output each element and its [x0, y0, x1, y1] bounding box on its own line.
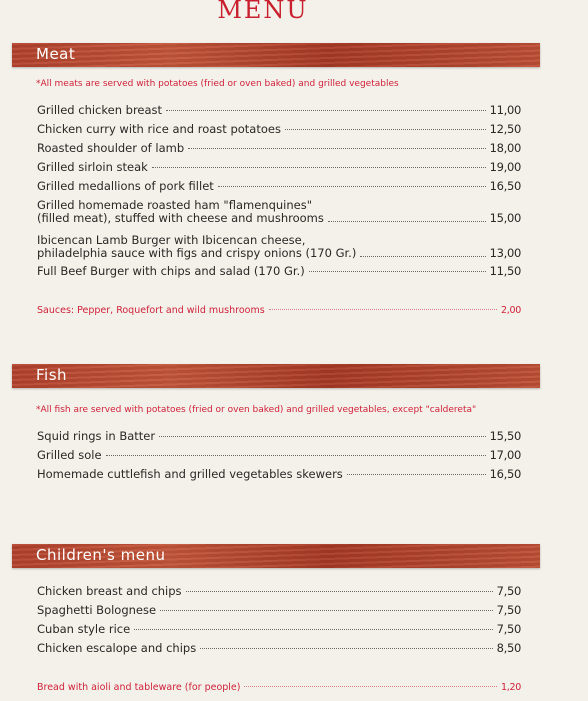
extra-name: Bread with aioli and tableware (for people)	[37, 682, 241, 693]
extra-price: 1,20	[501, 682, 521, 693]
menu-item	[37, 122, 521, 136]
leader-dots	[106, 455, 486, 456]
section-header-childrens-menu	[12, 544, 540, 568]
menu-item	[37, 234, 521, 260]
item-name: Chicken breast and chips	[37, 584, 182, 598]
leader-dots	[188, 148, 485, 149]
menu-title: MENU	[217, 0, 309, 24]
menu-item	[37, 160, 521, 174]
menu-item	[37, 141, 521, 155]
item-name: Grilled sole	[37, 448, 102, 462]
item-name-line-1: Ibicencan Lamb Burger with Ibicencan cheese,	[37, 233, 306, 247]
item-price: 13,00	[489, 246, 521, 260]
item-name: Squid rings in Batter	[37, 429, 156, 443]
bread-extra	[37, 681, 521, 695]
item-price: 8,50	[496, 641, 521, 655]
leader-dots	[269, 309, 497, 310]
menu-item	[37, 264, 521, 278]
section-note-meat: *All meats are served with potatoes (fried or oven baked) and grilled vegetables	[36, 79, 399, 89]
menu-item	[37, 622, 521, 636]
section-header-fish	[12, 364, 540, 388]
leader-dots	[218, 186, 486, 187]
leader-dots	[186, 591, 493, 592]
item-name: Grilled medallions of pork fillet	[37, 179, 214, 193]
item-name: Chicken escalope and chips	[37, 641, 197, 655]
section-title: Children's menu	[36, 546, 166, 564]
item-price: 7,50	[496, 603, 521, 617]
menu-item	[37, 641, 521, 655]
item-name: Full Beef Burger with chips and salad (170 Gr.)	[37, 264, 305, 278]
item-name-line-2: (filled meat), stuffed with cheese and mushrooms	[37, 211, 324, 225]
menu-item	[37, 199, 521, 225]
item-name-line-2: philadelphia sauce with figs and crispy onions (170 Gr.)	[37, 246, 357, 260]
item-price: 12,50	[489, 122, 521, 136]
item-price: 7,50	[496, 622, 521, 636]
leader-dots	[159, 436, 485, 437]
item-name: Roasted shoulder of lamb	[37, 141, 185, 155]
leader-dots	[152, 167, 486, 168]
menu-item	[37, 103, 521, 117]
menu-item	[37, 429, 521, 443]
item-price: 15,50	[489, 429, 521, 443]
item-price: 18,00	[489, 141, 521, 155]
section-title: Meat	[36, 45, 76, 63]
item-price: 16,50	[489, 467, 521, 481]
leader-dots	[160, 610, 493, 611]
extra-name: Sauces: Pepper, Roquefort and wild mushrooms	[37, 305, 265, 316]
leader-dots	[347, 474, 486, 475]
leader-dots	[328, 221, 486, 222]
item-name: Homemade cuttlefish and grilled vegetables skewers	[37, 467, 343, 481]
sauces-extra	[37, 304, 521, 318]
leader-dots	[244, 686, 497, 687]
leader-dots	[200, 648, 492, 649]
section-title: Fish	[36, 366, 68, 384]
menu-item	[37, 467, 521, 481]
menu-item	[37, 448, 521, 462]
item-name: Grilled chicken breast	[37, 103, 163, 117]
item-price: 19,00	[489, 160, 521, 174]
item-price: 11,00	[489, 103, 521, 117]
item-price: 15,00	[489, 211, 521, 225]
section-header-meat	[12, 43, 540, 67]
extra-price: 2,00	[501, 305, 521, 316]
item-name: Chicken curry with rice and roast potatoes	[37, 122, 281, 136]
item-price: 11,50	[489, 264, 521, 278]
item-name	[37, 199, 324, 225]
leader-dots	[166, 110, 486, 111]
menu-item	[37, 603, 521, 617]
item-name: Spaghetti Bolognese	[37, 603, 157, 617]
item-price: 17,00	[489, 448, 521, 462]
leader-dots	[134, 629, 492, 630]
item-price: 16,50	[489, 179, 521, 193]
item-name: Cuban style rice	[37, 622, 131, 636]
item-name	[37, 234, 356, 260]
item-price: 7,50	[496, 584, 521, 598]
menu-item	[37, 584, 521, 598]
item-name-line-1: Grilled homemade roasted ham "flamenquines"	[37, 198, 312, 212]
leader-dots	[285, 129, 486, 130]
leader-dots	[360, 256, 485, 257]
item-name: Grilled sirloin steak	[37, 160, 148, 174]
menu-item	[37, 179, 521, 193]
section-note-fish: *All fish are served with potatoes (fried or oven baked) and grilled vegetables, except "caldereta"	[36, 405, 477, 415]
leader-dots	[309, 271, 486, 272]
